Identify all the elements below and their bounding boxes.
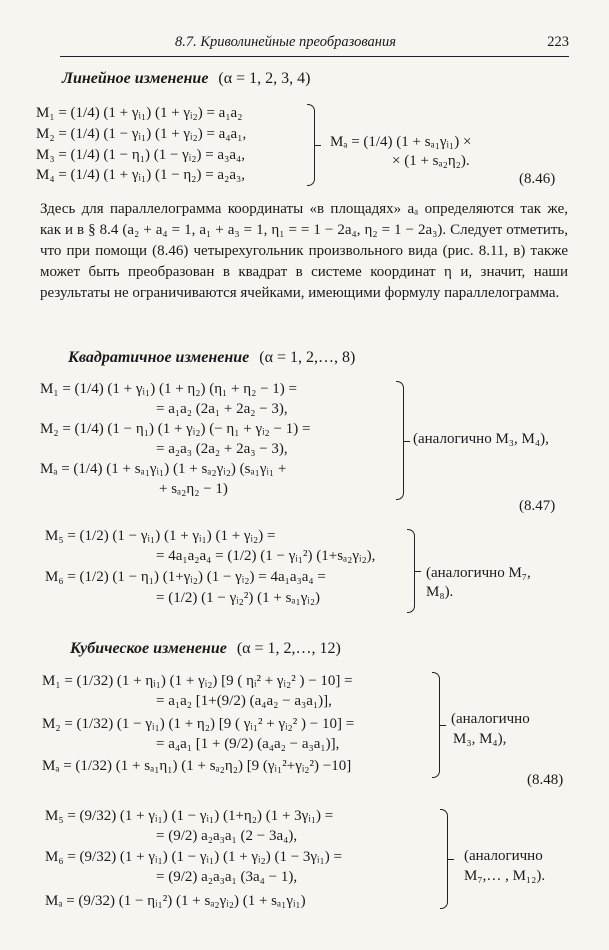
quadratic-eq-m6: M₆ = (1/2) (1 − η₁) (1+γᵢ₂) (1 − γᵢ₂) = 4a₁a₃a₄ = [45,569,326,585]
cubic-note-1-line-2: M₃, M₄), [453,731,507,747]
quadratic-eq-m2-cont: = a₂a₃ (2a₂ + 2a₃ − 3), [156,441,288,457]
cubic-brace-1 [432,672,440,778]
running-header [175,34,569,54]
cubic-eq-m1-cont: = a₁a₂ [1+(9/2) (a₄a₂ − a₃a₁)], [156,693,332,709]
cubic-brace-2 [440,809,448,909]
linear-title: Линейное изменение [62,70,209,87]
quadratic-eq-m5-cont: = 4a₁a₂a₄ = (1/2) (1 − γᵢ₁²) (1+sₐ₂γᵢ₂), [156,548,376,564]
header-rule [60,56,569,57]
cubic-eq-m5: M₅ = (9/32) (1 + γᵢ₁) (1 − γᵢ₁) (1+η₂) (1 + 3γᵢ₁) = [45,808,334,824]
page-number: 223 [547,34,569,50]
linear-equation-4: M₄ = (1/4) (1 + γᵢ₁) (1 − η₂) = a₂a₃, [36,167,245,183]
cubic-eq-m2-cont: = a₄a₁ [1 + (9/2) (a₄a₂ − a₃a₁)], [156,736,340,752]
quadratic-eq-m1-cont: = a₁a₂ (2a₁ + 2a₂ − 3), [156,401,288,417]
eq-number-8-47: (8.47) [519,498,556,514]
eq-number-8-48: (8.48) [527,772,564,788]
quadratic-condition: (α = 1, 2,…, 8) [259,349,356,366]
linear-equation-3: M₃ = (1/4) (1 − η₁) (1 − γᵢ₂) = a₃a₄, [36,147,245,163]
quadratic-note-2-line-2: M₈). [426,584,454,600]
cubic-title: Кубическое изменение [70,640,227,657]
linear-condition: (α = 1, 2, 3, 4) [218,70,311,87]
linear-brace [307,104,315,186]
eq-number-8-46: (8.46) [519,171,556,187]
cubic-heading [70,640,341,658]
quadratic-eq-m5: M₅ = (1/2) (1 − γᵢ₁) (1 + γᵢ₁) (1 + γᵢ₂) = [45,528,276,544]
cubic-eq-m2: M₂ = (1/32) (1 − γᵢ₁) (1 + η₂) [9 ( γᵢ₁² + γᵢ₂² ) − 10] = [42,716,355,732]
linear-general-line-2: × (1 + sₐ₂η₂). [392,153,470,169]
linear-equation-2: M₂ = (1/4) (1 − γᵢ₁) (1 + γᵢ₂) = a₄a₁, [36,126,247,142]
quadratic-note-1: (аналогично M₃, M₄), [413,431,549,447]
quadratic-eq-m1: M₁ = (1/4) (1 + γᵢ₁) (1 + η₂) (η₁ + η₂ − 1) = [40,381,297,397]
quadratic-brace-2 [407,529,415,613]
quadratic-eq-ma: Mₐ = (1/4) (1 + sₐ₁γᵢ₁) (1 + sₐ₂γᵢ₂) (sₐ₁γᵢ₁ + [40,461,287,477]
quadratic-eq-ma-cont: + sₐ₂η₂ − 1) [159,481,228,497]
linear-general-line-1: Mₐ = (1/4) (1 + sₐ₁γᵢ₁) × [330,134,472,150]
cubic-eq-m1: M₁ = (1/32) (1 + ηᵢ₁) (1 + γᵢ₂) [9 ( ηᵢ² + γᵢ₂² ) − 10] = [42,673,353,689]
cubic-eq-m6: M₆ = (9/32) (1 + γᵢ₁) (1 − γᵢ₁) (1 + γᵢ₂) (1 − 3γᵢ₁) = [45,849,342,865]
quadratic-note-2-line-1: (аналогично M₇, [426,565,531,581]
linear-equation-1: M₁ = (1/4) (1 + γᵢ₁) (1 + γᵢ₂) = a₁a₂ [36,105,243,121]
section-title: 8.7. Криволинейные преобразования [175,34,396,50]
quadratic-heading [68,349,355,367]
cubic-note-2-line-2: M₇,… , M₁₂). [464,868,546,884]
quadratic-title: Квадратичное изменение [68,349,250,366]
quadratic-eq-m2: M₂ = (1/4) (1 − η₁) (1 + γᵢ₂) (− η₁ + γᵢ₂ − 1) = [40,421,311,437]
quadratic-brace-1 [396,381,404,500]
explanatory-paragraph: Здесь для параллелограмма координаты «в площадях» aₐ определяются так же, как и в § 8.4 (a₂ + a₄ = 1, a₁ + a₃ = 1, η₁ = = 1 − 2a₄, η₂ = 1 − 2a₃). Следует отметить, что при помощи (8.46) четырехугольник произвольного вида (рис. 8.11, в) также может быть преобразован в квадрат в системе координат η и, значит, наши результаты не ограничиваются ячейками, имеющими формулу параллелограмма. [40,201,568,301]
cubic-note-2-line-1: (аналогично [464,848,543,864]
quadratic-eq-m6-cont: = (1/2) (1 − γᵢ₂²) (1 + sₐ₁γᵢ₂) [156,590,321,606]
linear-heading [62,70,310,88]
cubic-eq-m5-cont: = (9/2) a₂a₃a₁ (2 − 3a₄), [156,828,298,844]
cubic-eq-ma: Mₐ = (1/32) (1 + sₐ₁η₁) (1 + sₐ₂η₂) [9 (γᵢ₁²+γᵢ₂²) −10] [42,758,352,774]
cubic-condition: (α = 1, 2,…, 12) [236,640,341,657]
cubic-eq-m6-cont: = (9/2) a₂a₃a₁ (3a₄ − 1), [156,869,298,885]
cubic-eq-ma: Mₐ = (9/32) (1 − ηᵢ₁²) (1 + sₐ₂γᵢ₂) (1 + sₐ₁γᵢ₁) [45,893,306,909]
cubic-note-1-line-1: (аналогично [451,711,530,727]
